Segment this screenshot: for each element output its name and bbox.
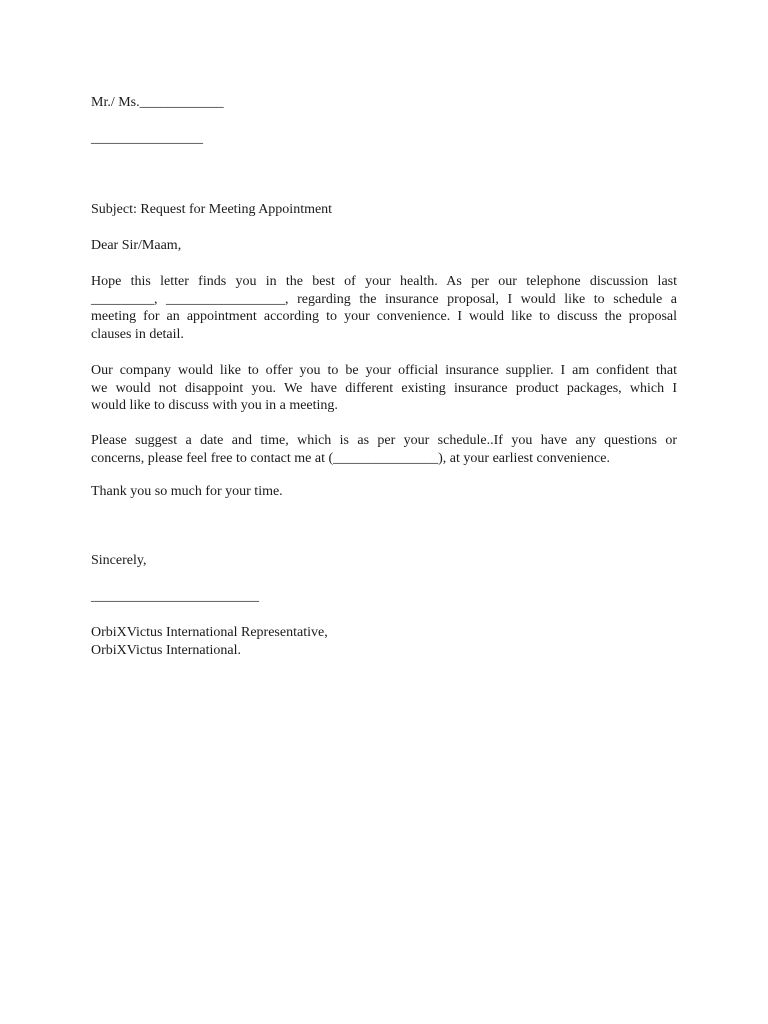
paragraph-line: _________, _________________, regarding the insurance proposal, I would like to schedule a [91,291,677,307]
signature-blank-line: ________________________ [91,589,259,604]
paragraph-line: clauses in detail. [91,326,184,342]
paragraph-request [91,432,677,467]
sender-company: OrbiXVictus International. [91,643,242,658]
sender-title: OrbiXVictus International Representative, [91,625,328,640]
paragraph-line: meeting for an appointment according to your convenience. I would like to discuss the proposal [91,309,677,324]
paragraph-offer [91,362,677,415]
closing-sincerely: Sincerely, [91,553,147,568]
paragraph-intro [91,273,677,343]
paragraph-line: Hope this letter finds you in the best of your health. As per our telephone discussion last [91,274,677,289]
addressee-salutation: Mr./ Ms.____________ [91,95,224,110]
thank-you-line: Thank you so much for your time. [91,484,283,499]
letter-subject: Subject: Request for Meeting Appointment [91,202,333,217]
paragraph-line: Please suggest a date and time, which is as per your schedule..If you have any questions or [91,433,677,448]
paragraph-line: Our company would like to offer you to be your official insurance supplier. I am confident that [91,363,677,378]
paragraph-line: would like to discuss with you in a meeting. [91,398,338,413]
letter-greeting: Dear Sir/Maam, [91,238,182,253]
addressee-blank-line: ________________ [91,131,203,146]
paragraph-line: concerns, please feel free to contact me at (_______________), at your earliest convenience. [91,450,610,466]
paragraph-line: we would not disappoint you. We have different existing insurance product packages, which I [91,380,677,396]
